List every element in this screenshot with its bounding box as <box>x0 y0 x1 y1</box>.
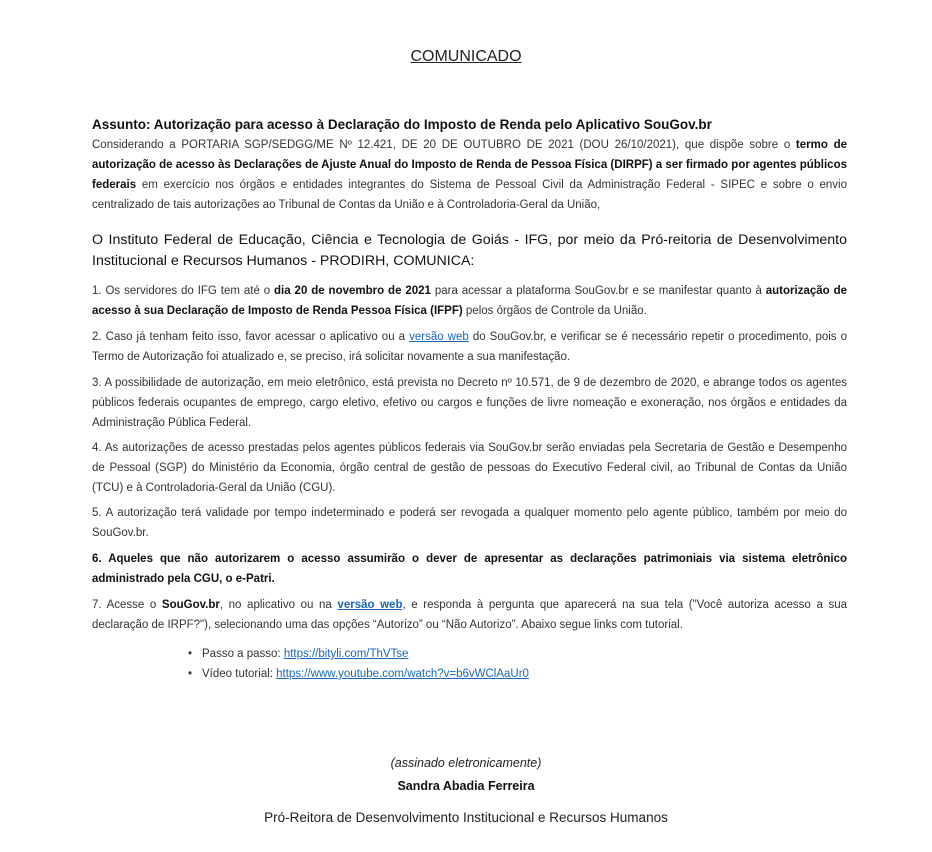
item-7-bold: SouGov.br <box>161 599 220 611</box>
link-label: Passo a passo: <box>202 648 284 660</box>
item-2-text-2: do SouGov.br, e verificar se é necessário repetir o procedimento, pois o Termo de Autorização foi atualizado e, se preciso, irá solicitar novamente a sua manifestação. <box>92 331 848 363</box>
item-7-text-1: 7. Acesse o <box>92 599 162 611</box>
item-6: 6. Aqueles que não autorizarem o acesso assumirão o dever de apresentar as declarações patrimoniais via sistema eletrônico administrado pela CGU, o e-Patri. <box>92 553 847 585</box>
link-label: Vídeo tutorial: <box>202 668 277 680</box>
item-3: 3. A possibilidade de autorização, em meio eletrônico, está prevista no Decreto nº 10.571, de 9 de dezembro de 2020, e abrange todos os agentes públicos federais ocupantes de emprego, cargo eletivo, efetivo ou cargos e funções de livre nomeação e exoneração, nos órgãos e entidades da Administração Pública Federal. <box>92 377 847 429</box>
version-web-link[interactable]: versão web <box>409 331 469 343</box>
video-tutorial-link[interactable]: https://www.youtube.com/watch?v=b6vWClAaUr0 <box>276 668 529 680</box>
page-title: COMUNICADO <box>410 48 522 65</box>
version-web-link-2[interactable]: versão web <box>337 599 403 611</box>
signature-note: (assinado eletronicamente) <box>390 756 542 770</box>
passo-a-passo-link[interactable]: https://bityli.com/ThVTse <box>283 648 409 660</box>
intro-text-2: em exercício nos órgãos e entidades integrantes do Sistema de Pessoal Civil da Administração Federal - SIPEC e sobre o envio centralizado de tais autorizações ao Tribunal de Contas da União e à Controladoria-Geral da União, <box>92 179 847 211</box>
item-7 <box>92 595 847 635</box>
list-item <box>185 644 529 664</box>
item-4: 4. As autorizações de acesso prestadas pelos agentes públicos federais via SouGov.br serão enviadas pela Secretaria de Gestão e Desempenho de Pessoal (SGP) do Ministério da Economia, órgão central de gestão de pessoas do Executivo Federal civil, ao Tribunal de Contas da União (TCU) e à Controladoria-Geral da União (CGU). <box>92 442 847 494</box>
item-7-text-3: , e responda à pergunta que aparecerá na sua tela ("Você autoriza acesso a sua declaração de IRPF?"), selecionando uma das opções “Autorizo” ou “Não Autorizo”. Abaixo segue links com tutorial. <box>92 599 847 631</box>
item-1-bold-2: autorização de acesso à sua Declaração de Imposto de Renda Pessoa Física (IFPF) <box>92 285 847 317</box>
intro-text-1: Considerando a PORTARIA SGP/SEDGG/ME Nº 12.421, DE 20 DE OUTUBRO DE 2021 (DOU 26/10/2021), que dispõe sobre o <box>92 139 796 151</box>
item-7-text-2: , no aplicativo ou na <box>219 599 338 611</box>
intro-paragraph <box>92 135 847 215</box>
list-item <box>185 664 529 684</box>
signature-role: Pró-Reitora de Desenvolvimento Institucional e Recursos Humanos <box>264 810 668 825</box>
item-5: 5. A autorização terá validade por tempo indeterminado e poderá ser revogada a qualquer momento pelo agente público, também por meio do SouGov.br. <box>92 507 847 539</box>
signature-name: Sandra Abadia Ferreira <box>397 779 535 793</box>
item-2 <box>92 327 847 367</box>
intro-bold: termo de autorização de acesso às Declarações de Ajuste Anual do Imposto de Renda de Pessoa Física (DIRPF) a ser firmado por agentes públicos federais <box>92 139 847 191</box>
item-1-text-1: 1. Os servidores do IFG tem até o <box>92 285 275 297</box>
item-2-text-1: 2. Caso já tenham feito isso, favor acessar o aplicativo ou a <box>92 331 410 343</box>
tutorial-links-list <box>185 644 529 684</box>
item-1-bold-1: dia 20 de novembro de 2021 <box>274 285 431 297</box>
item-1 <box>92 281 847 321</box>
item-1-text-3: pelos órgãos de Controle da União. <box>462 305 647 317</box>
institute-paragraph: O Instituto Federal de Educação, Ciência e Tecnologia de Goiás - IFG, por meio da Pró-reitoria de Desenvolvimento Institucional e Recursos Humanos - PRODIRH, COMUNICA: <box>92 232 847 269</box>
subject-heading: Assunto: Autorização para acesso à Declaração do Imposto de Renda pelo Aplicativo SouGov.br <box>92 117 712 132</box>
item-1-text-2: para acessar a plataforma SouGov.br e se manifestar quanto à <box>430 285 766 297</box>
